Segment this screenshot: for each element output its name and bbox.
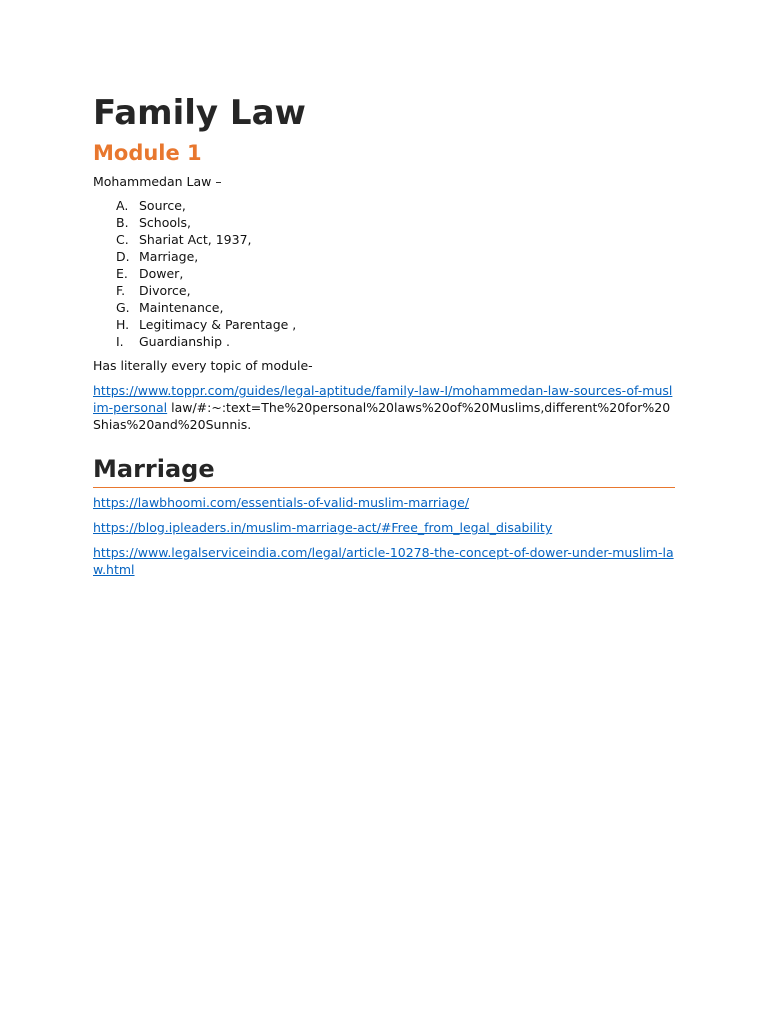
list-item-text: Schools,: [139, 215, 191, 230]
list-item: [93, 333, 675, 350]
list-item-text: Legitimacy & Parentage ,: [139, 317, 297, 332]
marriage-link-row: [93, 544, 675, 578]
document-body: [93, 92, 675, 578]
list-item-text: Guardianship .: [139, 334, 230, 349]
list-marker: G.: [116, 300, 130, 315]
toppr-paragraph: [93, 382, 675, 433]
list-item-text: Dower,: [139, 266, 184, 281]
list-marker: H.: [116, 317, 130, 332]
ipleaders-link[interactable]: https://blog.ipleaders.in/muslim-marriage-act/#Free_from_legal_disability: [93, 520, 553, 535]
list-item-text: Shariat Act, 1937,: [139, 232, 252, 247]
lawbhoomi-link[interactable]: https://lawbhoomi.com/essentials-of-valid-muslim-marriage/: [93, 495, 470, 510]
list-item-text: Divorce,: [139, 283, 191, 298]
list-item: [93, 316, 675, 333]
list-marker: A.: [116, 198, 129, 213]
legalserviceindia-link[interactable]: https://www.legalserviceindia.com/legal/article-10278-the-concept-of-dower-under-muslim-law.html: [93, 545, 674, 577]
marriage-heading: Marriage: [93, 454, 675, 488]
topic-list: [93, 197, 675, 350]
toppr-link-rest: law/#:~:text=The%20personal%20laws%20of%20Muslims,different%20for%20Shias%20and%20Sunnis.: [93, 400, 671, 432]
list-marker: B.: [116, 215, 129, 230]
list-item-text: Maintenance,: [139, 300, 224, 315]
list-item: [93, 197, 675, 214]
toppr-link[interactable]: https://www.toppr.com/guides/legal-aptitude/family-law-I/mohammedan-law-sources-of-muslim-personal: [93, 383, 673, 415]
document-title: Family Law: [93, 93, 306, 133]
list-marker: D.: [116, 249, 130, 264]
list-item: [93, 231, 675, 248]
intro-text: Mohammedan Law –: [93, 174, 222, 189]
marriage-link-row: [93, 494, 675, 511]
list-item: [93, 282, 675, 299]
list-marker: F.: [116, 283, 126, 298]
list-item: [93, 265, 675, 282]
list-item-text: Source,: [139, 198, 186, 213]
list-item: [93, 248, 675, 265]
list-marker: E.: [116, 266, 128, 281]
list-marker: I.: [116, 334, 124, 349]
list-item-text: Marriage,: [139, 249, 199, 264]
module-heading: Module 1: [93, 141, 202, 165]
list-marker: C.: [116, 232, 129, 247]
list-item: [93, 299, 675, 316]
note-text: Has literally every topic of module-: [93, 358, 313, 373]
list-item: [93, 214, 675, 231]
marriage-link-row: [93, 519, 675, 536]
